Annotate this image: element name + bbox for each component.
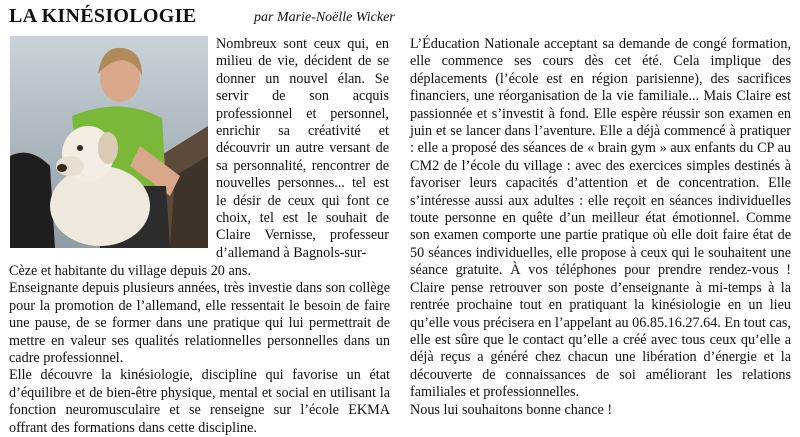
portrait-photo [10,36,208,248]
photo-illustration [10,36,208,248]
column-left-top [216,36,389,262]
column-right [410,36,791,419]
intro-paragraph: Nombreux sont ceux qui, en milieu de vie, décident de se donner un nouvel élan. Se servir de son acquis professionnel et personnel, enrichir sa créativité et découvrir un autre versant de sa personnalité, rencontrer de nouvelles personnes... tel est le désir de ceux qui font ce choix, tel est le souhait de Claire Vernisse, professeur d’allemand à Bagnols-sur- [216,36,389,261]
paragraph: Cèze et habitante du village depuis 20 ans. [9,263,251,279]
paragraph: Enseignante depuis plusieurs années, très investie dans son collège pour la promotion de l’allemand, elle ressentait le besoin de faire une pause, de se former dans une pratique qui lui permettrait de mettre en valeur ses qualités relationnelles personnelles dans un cadre professionnel. [9,280,390,367]
closing-paragraph: Nous lui souhaitons bonne chance ! [410,401,613,418]
paragraph: L’Éducation Nationale acceptant sa demande de congé formation, elle commence ses cours dès cet été. Cela implique des déplacements (l’école est en région parisienne), des sacrifices financiers, une réorganisation de la vie familiale... Mais Claire est passionnée et s’investit à fond. Elle espère réussir son examen en juin et se lancer dans l’aventure. Elle a déjà commencé à pratiquer : elle a proposé des séances de « brain gym » aux enfants du CP au CM2 de l’école du village : avec des exercices simples destinés à favoriser leurs capacités d’attention et de concentration. Elle s’intéresse aussi aux adultes : elle reçoit en séances individuelles toute personne en quête d’un meilleur état émotionnel. Comme son examen comporte une partie pratique où elle doit faire état de 50 séances individuelles, elle propose à ceux qui le souhaitent une séance gratuite. À vos téléphones pour prendre rendez-vous ! Claire pense retrouver son poste d’enseignante à mi-temps à la rentrée prochaine tout en pratiquant la kinésiologie en un lieu qu’elle vous précisera en l’appelant au 06.85.16.27.64. En tout cas, elle est sûre que le contact qu’elle a créé avec tous ceux qu’elle a déjà reçus a généré chez chacun une libération d’énergie et la découverte de connaissances de soi améliorant les relations familiales et professionnelles. [410,36,791,401]
column-left-bottom [9,263,390,437]
article-byline: par Marie-Noëlle Wicker [254,10,395,25]
article-title: LA KINÉSIOLOGIE [9,5,197,27]
paragraph: Elle découvre la kinésiologie, discipline qui favorise un état d’équilibre et de bien-être physique, mental et social en utilisant la fonction neuromusculaire et se renseigne sur l’école EKMA offrant des formations dans cette discipline. [9,367,390,436]
